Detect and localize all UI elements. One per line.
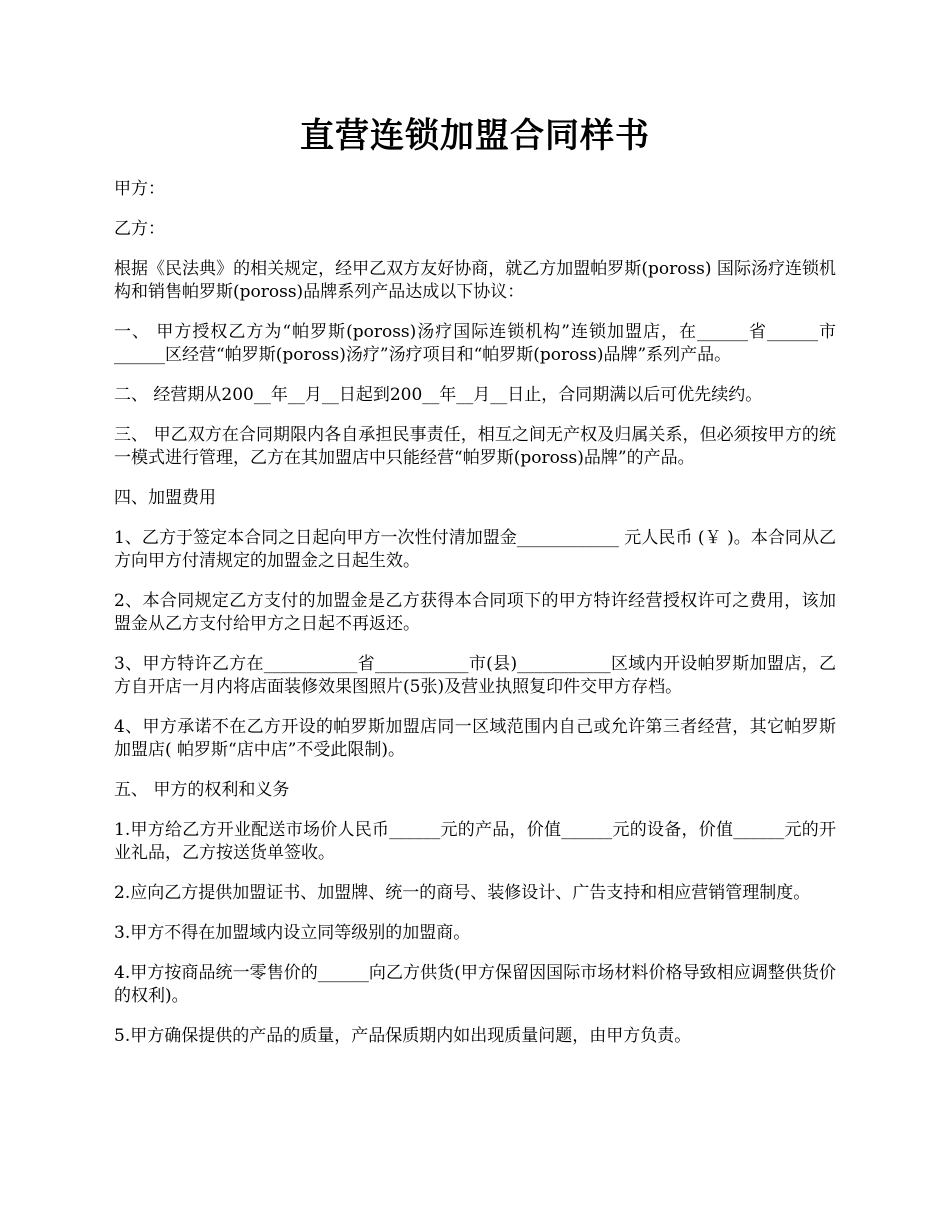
section-heading-rights: 五、 甲方的权利和义务: [114, 780, 290, 800]
party-a-line: 甲方：: [114, 179, 165, 199]
fee-item-2: 2、本合同规定乙方支付的加盟金是乙方获得本合同项下的甲方特许经营授权许可之费用，该加盟金从乙方支付给甲方之日起不再返还。: [114, 591, 836, 634]
clause-1: 一、 甲方授权乙方为“帕罗斯(poross)汤疗国际连锁机构”连锁加盟店，在______省______市______区经营“帕罗斯(poross)汤疗”汤疗项目和“帕罗斯(poross)品牌”系列产品。: [114, 322, 836, 365]
document-title: 直营连锁加盟合同样书: [300, 116, 650, 156]
fee-item-1: 1、乙方于签定本合同之日起向甲方一次性付清加盟金____________ 元人民币 (￥ )。本合同从乙方向甲方付清规定的加盟金之日起生效。: [114, 528, 836, 571]
preamble-paragraph: 根据《民法典》的相关规定，经甲乙双方友好协商，就乙方加盟帕罗斯(poross) 国际汤疗连锁机构和销售帕罗斯(poross)品牌系列产品达成以下协议：: [114, 259, 836, 302]
rights-item-4: 4.甲方按商品统一零售价的______向乙方供货(甲方保留因国际市场材料价格导致相应调整供货价的权利)。: [114, 963, 836, 1006]
rights-item-2: 2.应向乙方提供加盟证书、加盟牌、统一的商号、装修设计、广告支持和相应营销管理制度。: [114, 883, 811, 903]
clause-2: 二、 经营期从200__年__月__日起到200__年__月__日止，合同期满以后可优先续约。: [114, 385, 763, 405]
fee-item-3: 3、甲方特许乙方在___________省___________市(县)___________区域内开设帕罗斯加盟店，乙方自开店一月内将店面装修效果图照片(5张)及营业执照复印件交甲方存档。: [114, 654, 836, 697]
clause-3: 三、 甲乙双方在合同期限内各自承担民事责任，相互之间无产权及归属关系，但必须按甲方的统一模式进行管理，乙方在其加盟店中只能经营“帕罗斯(poross)品牌”的产品。: [114, 425, 836, 468]
party-b-line: 乙方：: [114, 219, 165, 239]
fee-item-4: 4、甲方承诺不在乙方开设的帕罗斯加盟店同一区域范围内自己或允许第三者经营，其它帕罗斯加盟店( 帕罗斯“店中店”不受此限制)。: [114, 717, 836, 760]
section-heading-fees: 四、加盟费用: [114, 488, 216, 508]
rights-item-1: 1.甲方给乙方开业配送市场价人民币______元的产品，价值______元的设备，价值______元的开业礼品，乙方按送货单签收。: [114, 820, 836, 863]
rights-item-5: 5.甲方确保提供的产品的质量，产品保质期内如出现质量问题，由甲方负责。: [114, 1026, 692, 1046]
document-body: [114, 178, 836, 1065]
rights-item-3: 3.甲方不得在加盟域内设立同等级别的加盟商。: [114, 923, 471, 943]
